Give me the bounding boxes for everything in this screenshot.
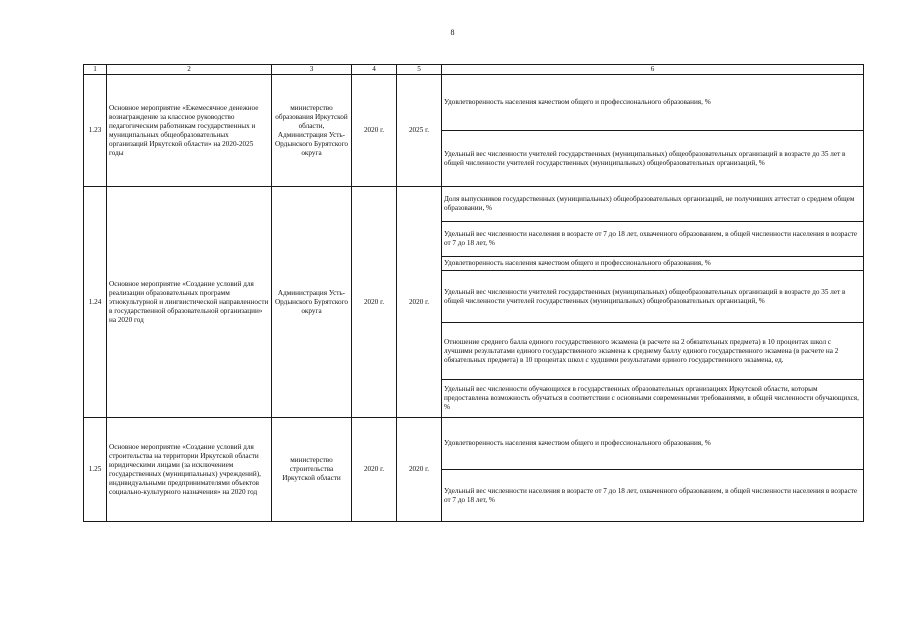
end-year: 2025 г. (397, 75, 442, 187)
indicator: Удовлетворенность населения качеством общего и профессионального образования, % (442, 75, 864, 131)
indicator: Доля выпускников государственных (муниципальных) общеобразовательных организаций, не получивших аттестат о среднем общем образовании, % (442, 187, 864, 222)
executor: Администрация Усть-Ордынского Бурятского округа (272, 187, 352, 418)
indicator: Удовлетворенность населения качеством общего и профессионального образования, % (442, 257, 864, 271)
table-row (84, 75, 864, 131)
end-year: 2020 г. (397, 187, 442, 418)
header-cell: 4 (352, 65, 397, 75)
row-number: 1.24 (84, 187, 107, 418)
indicator: Удельный вес численности учителей государственных (муниципальных) общеобразовательных организаций в возрасте до 35 лет в общей численности учителей государственных (муниципальных) общеобразовательных организаций, % (442, 131, 864, 187)
event-name: Основное мероприятие «Ежемесячное денежное вознаграждение за классное руководство педагогическим работникам государственных и муниципальных общеобразовательных организаций Иркутской области» на 2020-2025 годы (107, 75, 272, 187)
indicator: Удовлетворенность населения качеством общего и профессионального образования, % (442, 418, 864, 470)
header-cell: 5 (397, 65, 442, 75)
end-year: 2020 г. (397, 418, 442, 522)
executor: министерство строительства Иркутской области (272, 418, 352, 522)
header-cell: 3 (272, 65, 352, 75)
indicator: Удельный вес численности населения в возрасте от 7 до 18 лет, охваченного образованием, в общей численности населения в возрасте от 7 до 18 лет, % (442, 470, 864, 522)
indicator: Удельный вес численности обучающихся в государственных образовательных организациях Иркутской области, которым предоставлена возможность обучаться в соответствии с основными современными требованиями, в общей численности обучающихся, % (442, 380, 864, 418)
indicator: Удельный вес численности населения в возрасте от 7 до 18 лет, охваченного образованием, в общей численности населения в возрасте от 7 до 18 лет, % (442, 222, 864, 257)
indicator: Отношение среднего балла единого государственного экзамена (в расчете на 2 обязательных предмета) в 10 процентах школ с лучшими результатами единого государственного экзамена к среднему баллу единого государственного экзамена (в расчете на 2 обязательных предмета) в 10 процентах школ с худшими результатами единого государственного экзамена, ед. (442, 323, 864, 380)
header-cell: 6 (442, 65, 864, 75)
start-year: 2020 г. (352, 75, 397, 187)
page-number: 8 (450, 28, 455, 37)
table-row (84, 187, 864, 222)
measures-table (83, 64, 864, 522)
header-row (84, 65, 864, 75)
header-cell: 1 (84, 65, 107, 75)
event-name: Основное мероприятие «Создание условий для реализации образовательных программ этнокультурной и лингвистической направленности в государственной образовательной организации» на 2020 год (107, 187, 272, 418)
indicator: Удельный вес численности учителей государственных (муниципальных) общеобразовательных организаций в возрасте до 35 лет в общей численности учителей государственных (муниципальных) общеобразовательных организаций, % (442, 271, 864, 323)
row-number: 1.25 (84, 418, 107, 522)
header-cell: 2 (107, 65, 272, 75)
start-year: 2020 г. (352, 418, 397, 522)
event-name: Основное мероприятие «Создание условий для строительства на территории Иркутской области юридическими лицами (за исключением государственных (муниципальных) учреждений), индивидуальными предпринимателями объектов социально-культурного назначения» на 2020 год (107, 418, 272, 522)
executor: министерство образования Иркутской области, Администрация Усть-Ордынского Бурятского округа (272, 75, 352, 187)
start-year: 2020 г. (352, 187, 397, 418)
table-row (84, 418, 864, 470)
row-number: 1.23 (84, 75, 107, 187)
